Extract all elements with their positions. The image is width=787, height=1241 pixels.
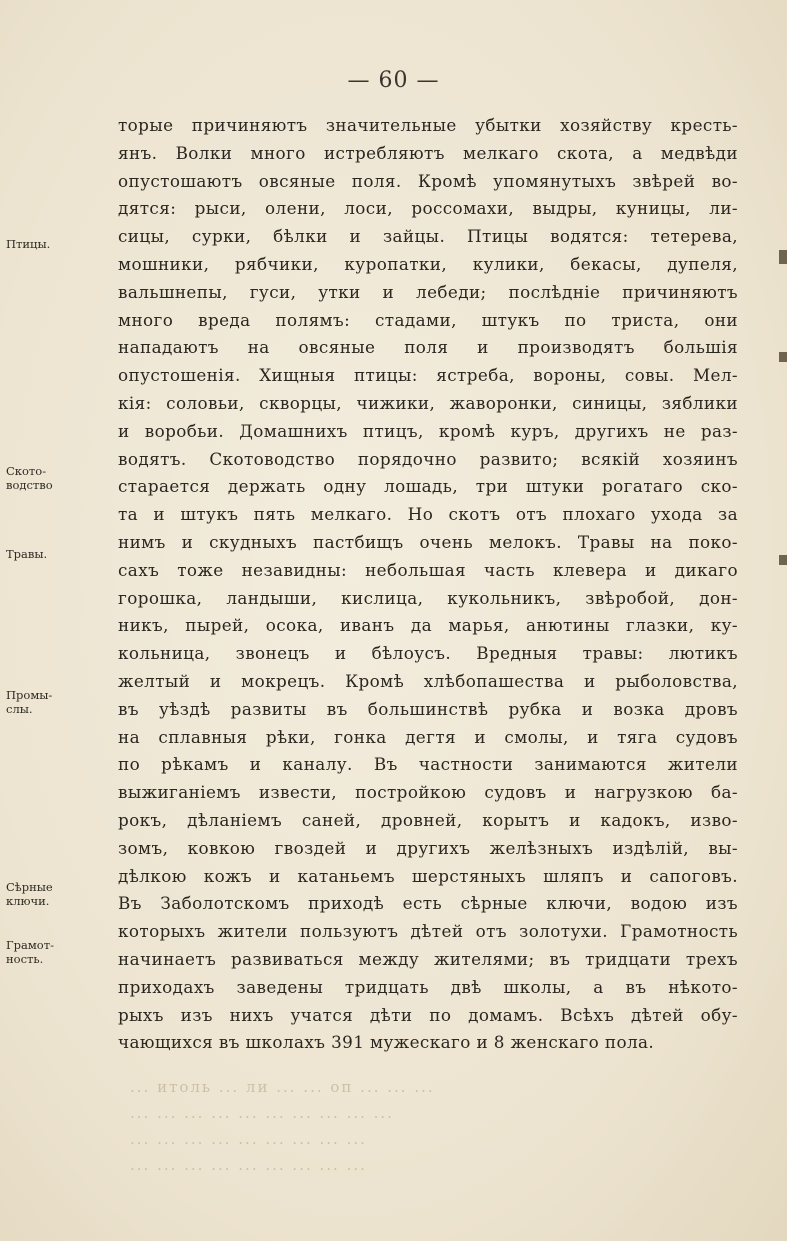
text-line: кія: соловьи, скворцы, чижики, жаворонки, синицы, зяблики xyxy=(118,392,738,413)
text-line: нимъ и скудныхъ пастбищъ очень мелокъ. Травы на поко- xyxy=(118,531,738,552)
text-line: никъ, пырей, осока, иванъ да марья, анютины глазки, ку- xyxy=(118,615,738,636)
bleed-through-line: ... ... ... ... ... ... ... ... ... xyxy=(130,1130,367,1148)
text-line: на сплавныя рѣки, гонка дегтя и смолы, и тяга судовъ xyxy=(118,726,738,747)
margin-note-trades: Промы-слы. xyxy=(6,688,53,716)
page-number: — 60 — xyxy=(347,68,440,93)
bleed-through-line: ... итоль ... ли ... ... оп ... ... ... xyxy=(130,1078,435,1096)
margin-note-springs: Сѣрные ключи. xyxy=(6,880,53,908)
text-line: опустошаютъ овсяные поля. Кромѣ упомянутыхъ звѣрей во- xyxy=(118,170,738,191)
text-line: опустошенія. Хищныя птицы: ястреба, вороны, совы. Мел- xyxy=(118,365,738,386)
text-line: дятся: рыси, олени, лоси, россомахи, выдры, куницы, ли- xyxy=(118,198,738,219)
text-line: кольница, звонецъ и бѣлоусъ. Вредныя травы: лютикъ xyxy=(118,643,738,664)
page-edge-mark xyxy=(779,352,787,362)
page-edge-mark xyxy=(779,555,787,565)
text-line: нападаютъ на овсяные поля и производятъ большія xyxy=(118,337,738,358)
text-line: торые причиняютъ значительные убытки хозяйству кресть- xyxy=(118,115,738,135)
text-line: чающихся въ школахъ 391 мужескаго и 8 женскаго пола. xyxy=(118,1032,655,1053)
text-line: дѣлкою кожъ и катаньемъ шерстяныхъ шляпъ и сапоговъ. xyxy=(118,865,738,886)
page-edge-mark xyxy=(779,250,787,264)
text-line: горошка, ландыши, кислица, кукольникъ, звѣробой, дон- xyxy=(118,587,738,608)
text-line: Въ Заболотскомъ приходѣ есть сѣрные ключи, водою изъ xyxy=(118,893,738,914)
text-line: вальшнепы, гуси, утки и лебеди; послѣдніе причиняютъ xyxy=(118,281,738,302)
text-line: по рѣкамъ и каналу. Въ частности занимаются жители xyxy=(118,754,738,775)
text-line: въ уѣздѣ развиты въ большинствѣ рубка и возка дровъ xyxy=(118,698,738,719)
bleed-through-line: ... ... ... ... ... ... ... ... ... ... xyxy=(130,1104,394,1122)
margin-note-livestock: Ското-водство xyxy=(6,464,53,492)
body-text xyxy=(118,112,738,1057)
text-line: приходахъ заведены тридцать двѣ школы, а въ нѣкото- xyxy=(118,976,738,997)
text-line: и воробьи. Домашнихъ птицъ, кромѣ куръ, другихъ не раз- xyxy=(118,420,738,441)
text-line: много вреда полямъ: стадами, штукъ по триста, они xyxy=(118,309,738,330)
text-line: та и штукъ пять мелкаго. Но скотъ отъ плохаго ухода за xyxy=(118,504,738,525)
text-line: водятъ. Скотоводство порядочно развито; всякій хозяинъ xyxy=(118,448,738,469)
margin-note-birds: Птицы. xyxy=(6,237,51,251)
bleed-through-line: ... ... ... ... ... ... ... ... ... xyxy=(130,1156,367,1174)
margin-note-literacy: Грамот-ность. xyxy=(6,938,54,966)
text-line: старается держать одну лошадь, три штуки рогатаго ско- xyxy=(118,476,738,497)
text-line: которыхъ жители пользуютъ дѣтей отъ золотухи. Грамотность xyxy=(118,921,738,942)
text-line: янъ. Волки много истребляютъ мелкаго скота, а медвѣди xyxy=(118,142,738,163)
text-line: желтый и мокрецъ. Кромѣ хлѣбопашества и рыболовства, xyxy=(118,670,738,691)
text-line: рокъ, дѣланіемъ саней, дровней, корытъ и кадокъ, изво- xyxy=(118,809,738,830)
text-line: зомъ, ковкою гвоздей и другихъ желѣзныхъ издѣлій, вы- xyxy=(118,837,738,858)
text-line: сахъ тоже незавидны: небольшая часть клевера и дикаго xyxy=(118,559,738,580)
text-line: мошники, рябчики, куропатки, кулики, бекасы, дупеля, xyxy=(118,253,738,274)
text-line: начинаетъ развиваться между жителями; въ тридцати трехъ xyxy=(118,948,738,969)
margin-note-grasses: Травы. xyxy=(6,547,48,561)
text-line: выжиганіемъ извести, постройкою судовъ и нагрузкою ба- xyxy=(118,782,738,803)
text-line: рыхъ изъ нихъ учатся дѣти по домамъ. Всѣхъ дѣтей обу- xyxy=(118,1004,738,1025)
text-line: сицы, сурки, бѣлки и зайцы. Птицы водятся: тетерева, xyxy=(118,226,738,247)
